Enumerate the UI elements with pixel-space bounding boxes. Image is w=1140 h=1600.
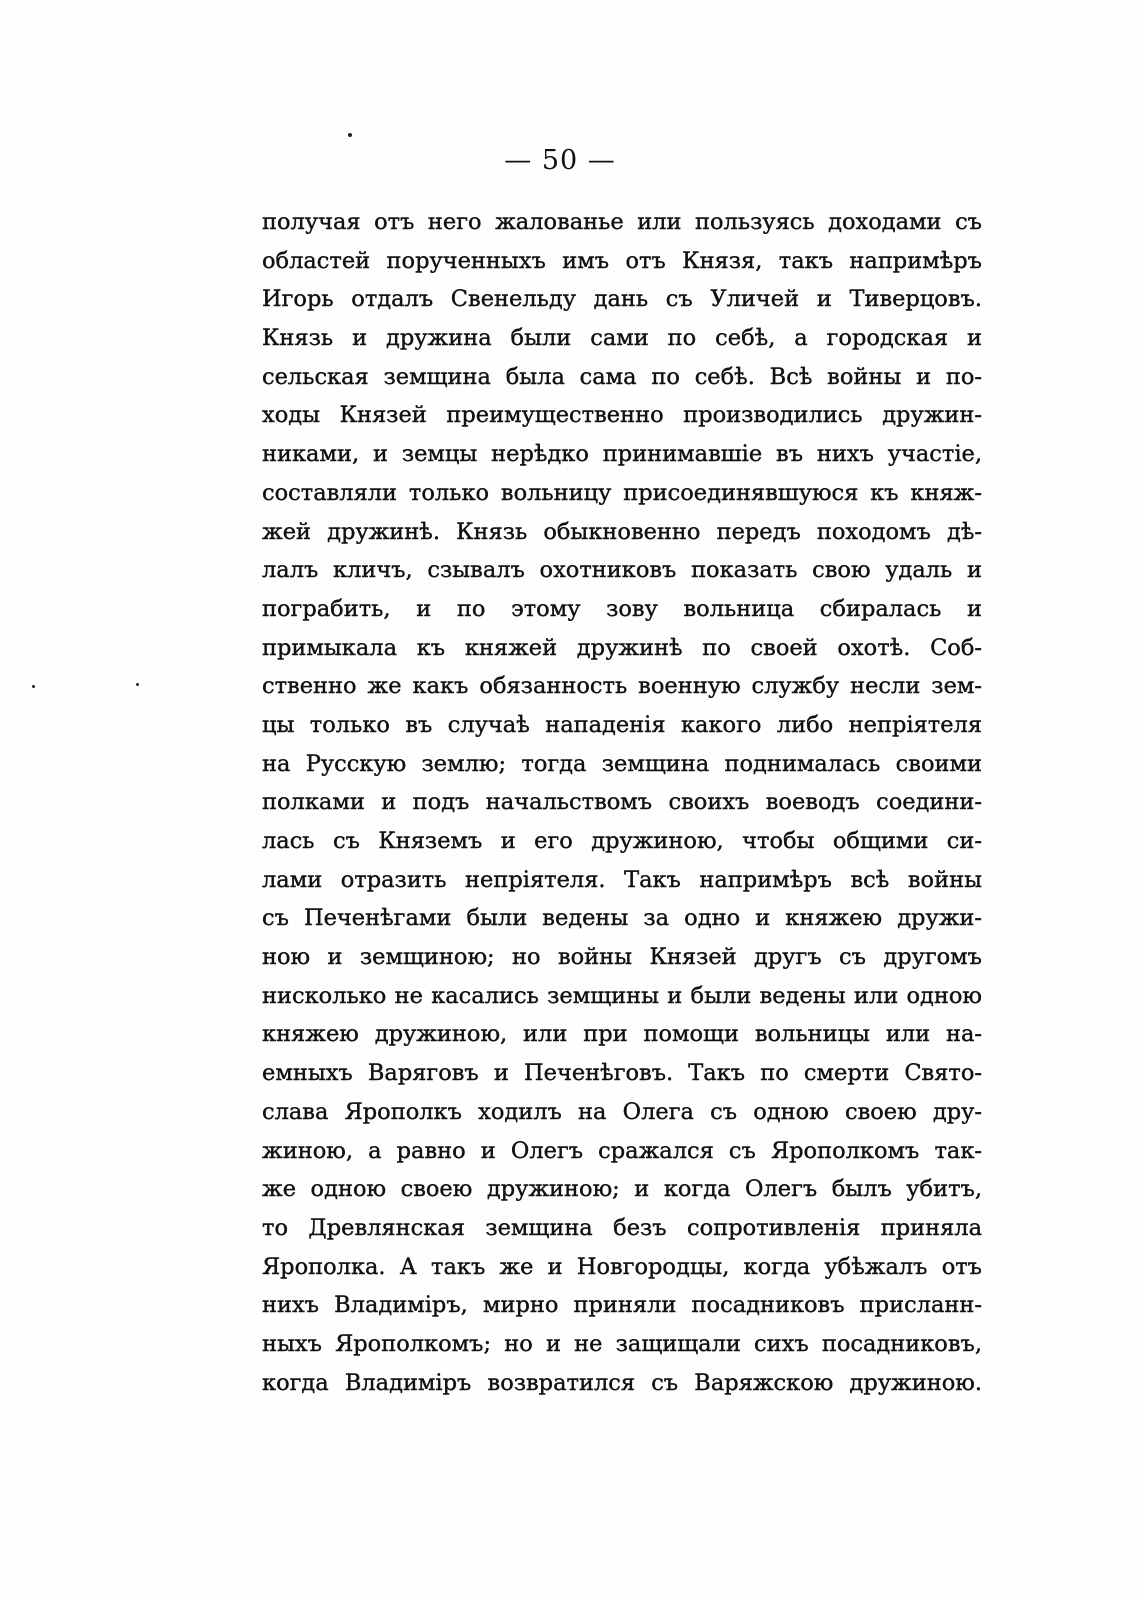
text-line: Игорь отдалъ Свенельду дань съ Уличей и Тиверцовъ. (262, 286, 982, 313)
text-line: жиною, а равно и Олегъ сражался съ Ярополкомъ так- (262, 1137, 982, 1164)
ink-speck (32, 685, 35, 688)
body-text (262, 203, 982, 1402)
text-line: лами отразить непріятеля. Такъ напримѣръ всѣ войны (262, 866, 982, 893)
text-line: же одною своею дружиною; и когда Олегъ былъ убитъ, (262, 1176, 982, 1203)
text-line: областей порученныхъ имъ отъ Князя, такъ напримѣръ (262, 247, 982, 274)
text-line: нихъ Владиміръ, мирно приняли посадниковъ присланн- (262, 1292, 982, 1319)
text-line: пограбить, и по этому зову вольница сбиралась и (262, 595, 982, 622)
text-line: цы только въ случаѣ нападенія какого либо непріятеля (262, 711, 982, 738)
text-line: ственно же какъ обязанность военную службу несли зем- (262, 673, 982, 700)
text-line: лась съ Княземъ и его дружиною, чтобы общими си- (262, 828, 982, 854)
text-line: слава Ярополкъ ходилъ на Олега съ одною своею дру- (262, 1098, 982, 1125)
text-line: сельская земщина была сама по себѣ. Всѣ войны и по- (262, 363, 982, 390)
text-line: то Древлянская земщина безъ сопротивленія приняла (262, 1214, 982, 1241)
text-line: лалъ кличъ, сзывалъ охотниковъ показать свою удаль и (262, 557, 982, 584)
ink-speck (348, 133, 352, 137)
text-line: когда Владиміръ возвратился съ Варяжскою дружиною. (262, 1369, 982, 1396)
text-line: ныхъ Ярополкомъ; но и не защищали сихъ посадниковъ, (262, 1330, 982, 1357)
text-line: съ Печенѣгами были ведены за одно и княжею дружи- (262, 905, 982, 932)
text-line: ходы Князей преимущественно производились дружин- (262, 402, 982, 429)
text-line: примыкала къ княжей дружинѣ по своей охотѣ. Соб- (262, 634, 982, 661)
text-line: получая отъ него жалованье или пользуясь доходами съ (262, 209, 982, 235)
text-line: полками и подъ начальствомъ своихъ воеводъ соедини- (262, 789, 982, 816)
text-line: Князь и дружина были сами по себѣ, а городская и (262, 325, 982, 352)
text-line: емныхъ Варяговъ и Печенѣговъ. Такъ по смерти Свято- (262, 1060, 982, 1087)
text-line: жей дружинѣ. Князь обыкновенно передъ походомъ дѣ- (262, 518, 982, 545)
text-line: на Русскую землю; тогда земщина поднималась своими (262, 750, 982, 777)
text-line: Ярополка. А такъ же и Новгородцы, когда убѣжалъ отъ (262, 1253, 982, 1280)
text-line: княжею дружиною, или при помощи вольницы или на- (262, 1021, 982, 1048)
ink-speck (136, 683, 139, 686)
text-line: составляли только вольницу присоединявшуюся къ княж- (262, 479, 982, 506)
text-line: нисколько не касались земщины и были ведены или одною (262, 982, 982, 1009)
text-line: ною и земщиною; но войны Князей другъ съ другомъ (262, 944, 982, 971)
page-number: — 50 — (504, 145, 616, 176)
text-line: никами, и земцы нерѣдко принимавшіе въ нихъ участіе, (262, 441, 982, 468)
